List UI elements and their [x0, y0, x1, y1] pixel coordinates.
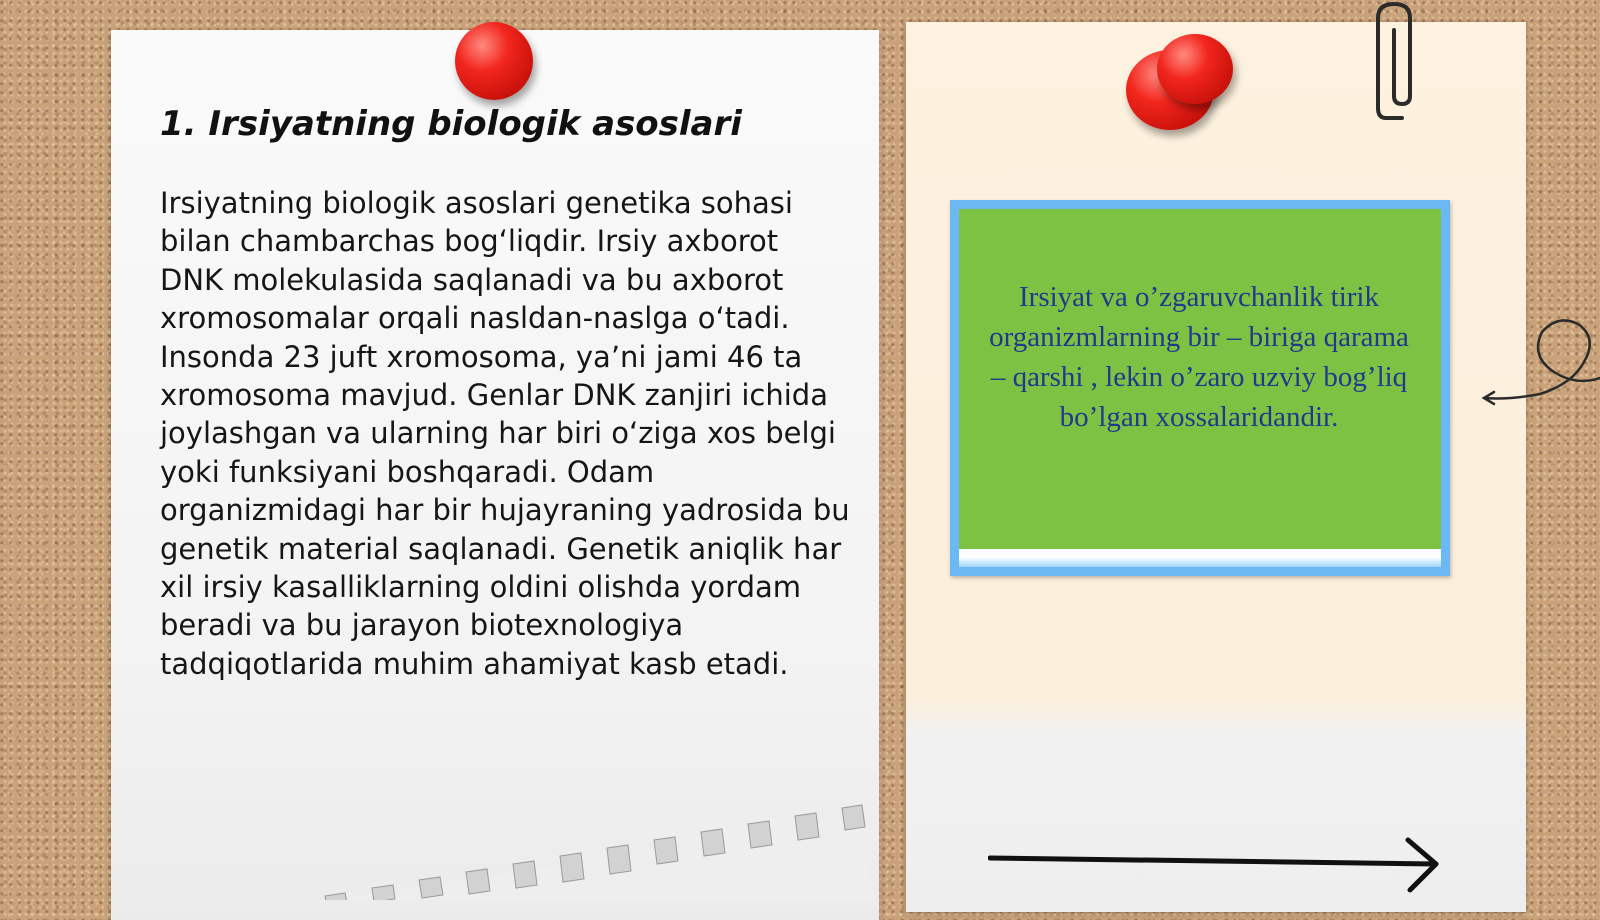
body-paragraph: Irsiyatning biologik asoslari genetika sohasi bilan chambarchas bog‘liqdir. Irsiy axborot DNK molekulasida saqlanadi va bu axborot xromosomalar orqali nasldan-naslga o‘tadi. Insonda 23 juft xromosoma, ya’ni jami 46 ta xromosoma mavjud. Genlar DNK zanjiri ichida joylashgan va ularning har biri o‘ziga xos belgi yoki funksiyani boshqaradi. Odam organizmidagi har bir hujayraning yadrosida bu genetik material saqlanadi. Genetik aniqlik har xil irsiy kasalliklarning oldini olishda yordam beradi va bu jarayon biotexnologiya tadqiqotlarida muhim ahamiyat kasb etadi.	[160, 186, 850, 681]
push-pin-icon	[455, 22, 533, 100]
definition-text: Irsiyat va o’zgaruvchanlik tirik organizmlarning bir – biriga qarama – qarshi , lekin o’zaro uzviy bog’liq bo’lgan xossalaridandir.	[989, 281, 1409, 433]
slide-title: 1. Irsiyatning biologik asoslari	[160, 104, 742, 144]
push-pin-icon	[1157, 34, 1233, 104]
box-bottom-strip	[959, 549, 1441, 567]
arrow-right-icon	[988, 836, 1448, 896]
scribble-arrow-icon	[1480, 312, 1600, 412]
paperclip-icon	[1374, 0, 1422, 130]
definition-box	[950, 200, 1450, 576]
